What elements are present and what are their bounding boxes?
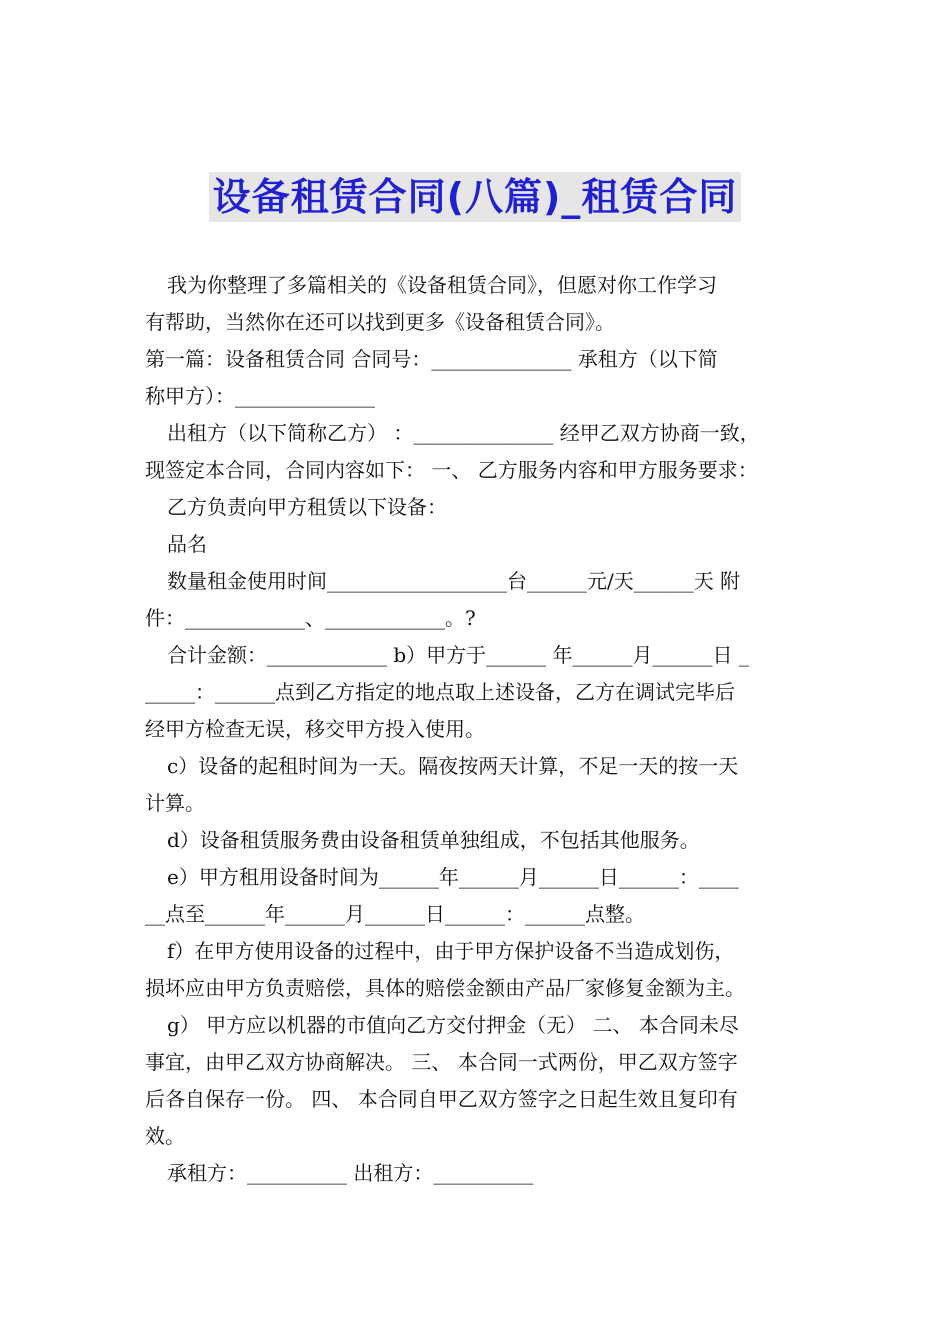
text-line: 件：____________、____________。? — [145, 606, 476, 630]
text-line: 计算。 — [145, 791, 205, 815]
text-line: 事宜，由甲乙双方协商解决。 三、 本合同一式两份，甲乙双方签字 — [145, 1050, 738, 1074]
text-line: __点至______年______月______日______：______点整。 — [145, 902, 645, 926]
text-line: f）在甲方使用设备的过程中，由于甲方保护设备不当造成划伤， — [167, 939, 735, 963]
text-line: 数量租金使用时间__________________台______元/天______天 附 — [167, 569, 741, 593]
text-line: 第一篇：设备租赁合同 合同号：______________ 承租方（以下简 — [145, 347, 718, 371]
text-line: 承租方：__________ 出租方：__________ — [167, 1161, 534, 1185]
text-line: c）设备的起租时间为一天。隔夜按两天计算，不足一天的按一天 — [167, 754, 739, 778]
text-line: 出租方（以下简称乙方） ：______________ 经甲乙双方协商一致， — [167, 421, 760, 445]
text-line: 称甲方）：______________ — [145, 384, 375, 408]
text-line: 效。 — [145, 1124, 185, 1148]
document-title: 设备租赁合同(八篇)_租赁合同 — [209, 172, 742, 222]
text-line: 我为你整理了多篇相关的《设备租赁合同》，但愿对你工作学习 — [167, 273, 717, 297]
document-body — [145, 267, 810, 1192]
text-line: e）甲方租用设备时间为______年______月______日______：____ — [167, 865, 739, 889]
title-container — [0, 172, 950, 222]
text-line: _____：______点到乙方指定的地点取上述设备，乙方在调试完毕后 — [145, 680, 735, 704]
text-line: d）设备租赁服务费由设备租赁单独组成，不包括其他服务。 — [167, 828, 700, 852]
text-line: 现签定本合同，合同内容如下： 一、 乙方服务内容和甲方服务要求： — [145, 458, 758, 482]
text-line: 合计金额：____________ b）甲方于______ 年______月______日 _ — [167, 643, 749, 667]
text-line: g） 甲方应以机器的市值向乙方交付押金（无） 二、 本合同未尽 — [167, 1013, 739, 1037]
text-line: 乙方负责向甲方租赁以下设备： — [167, 495, 447, 519]
text-line: 损坏应由甲方负责赔偿，具体的赔偿金额由产品厂家修复金额为主。 — [145, 976, 745, 1000]
text-line: 后各自保存一份。 四、 本合同自甲乙双方签字之日起生效且复印有 — [145, 1087, 738, 1111]
text-line: 经甲方检查无误，移交甲方投入使用。 — [145, 717, 485, 741]
text-line: 品名 — [167, 532, 207, 556]
text-line: 有帮助，当然你在还可以找到更多《设备租赁合同》。 — [145, 310, 615, 334]
